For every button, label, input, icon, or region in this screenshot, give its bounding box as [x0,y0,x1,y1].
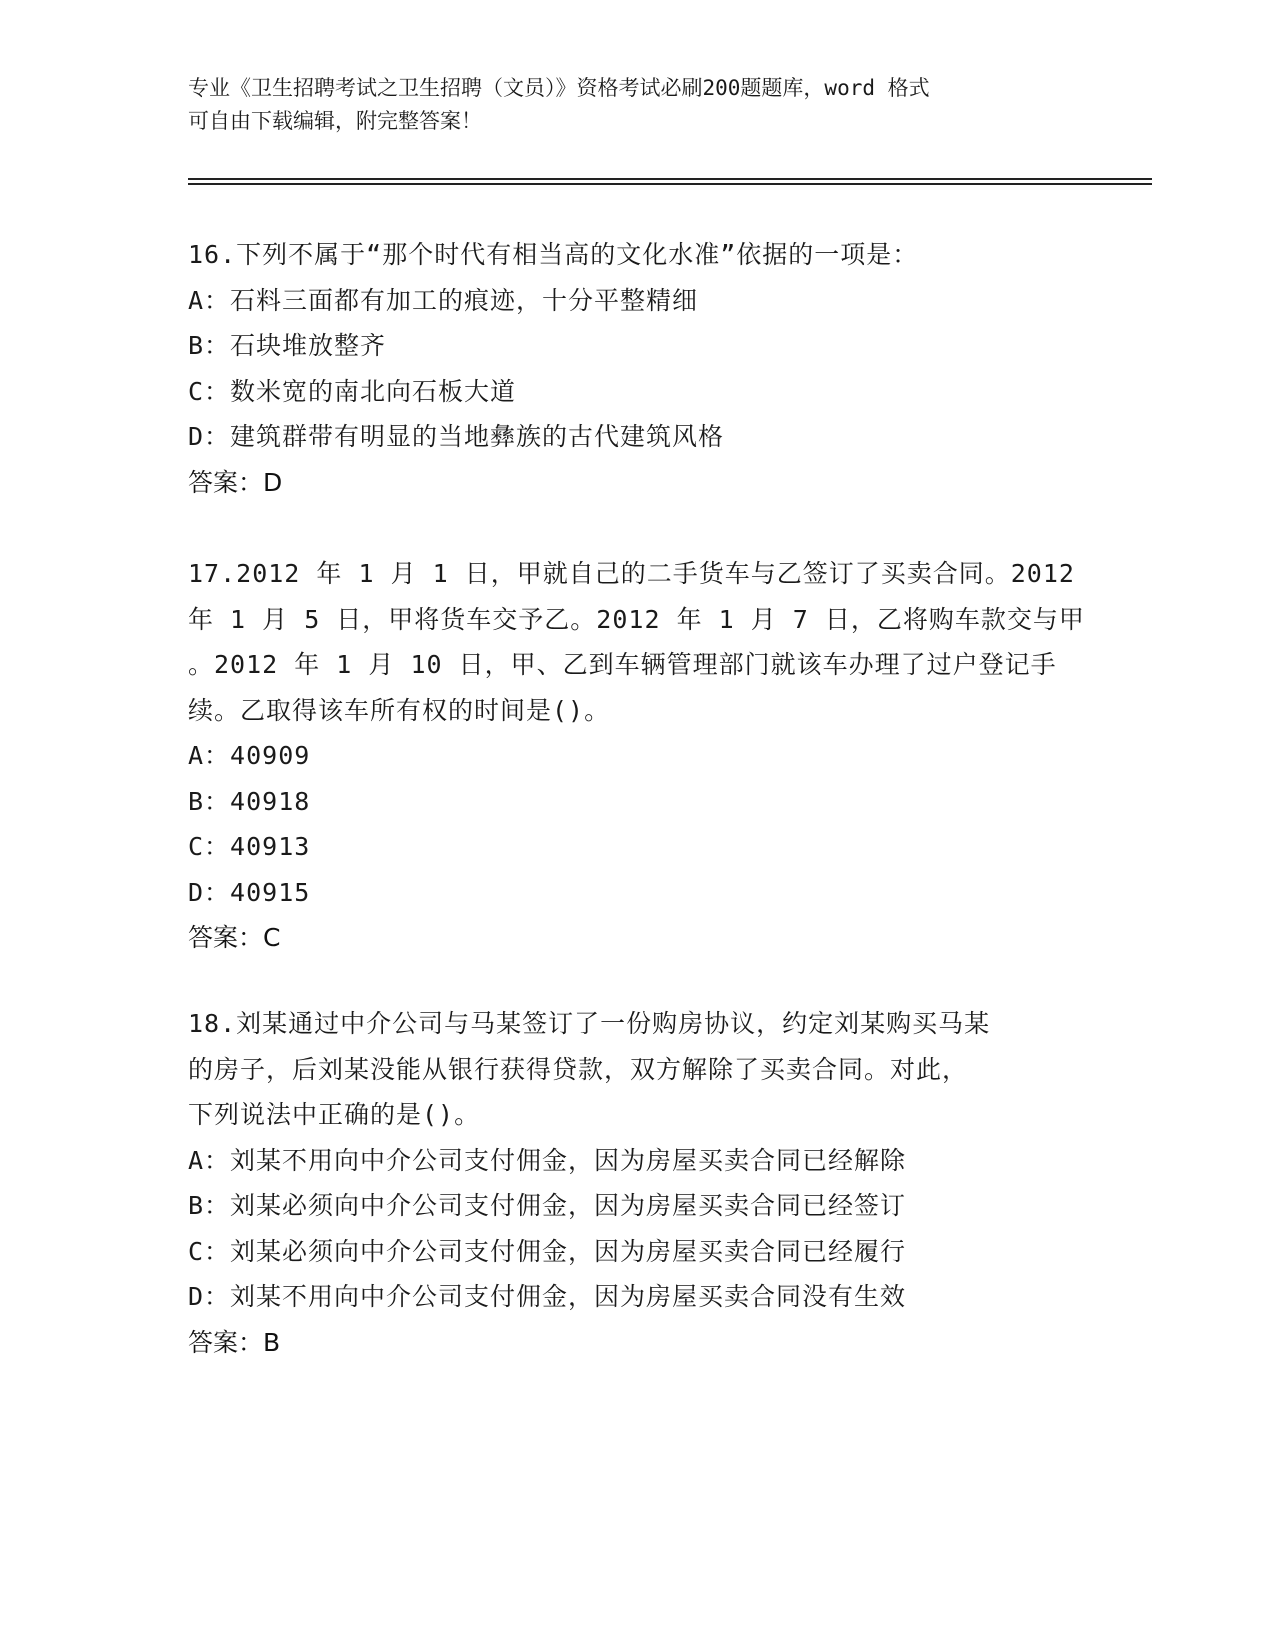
answer-line: 答案：C [188,923,281,952]
option-c: C：40913 [188,832,311,861]
header-line-2: 可自由下载编辑，附完整答案！ [188,109,482,133]
question-stem-line: 的房子，后刘某没能从银行获得贷款，双方解除了买卖合同。对此， [188,1054,969,1084]
question-stem: 16.下列不属于“那个时代有相当高的文化水准”依据的一项是： [188,240,919,269]
option-d: D：建筑群带有明显的当地彝族的古代建筑风格 [188,422,725,451]
question-stem-line: 下列说法中正确的是()。 [188,1100,481,1129]
header-divider-bottom [188,183,1152,185]
question-stem-line: 续。乙取得该车所有权的时间是()。 [188,695,611,725]
option-d: D：40915 [188,877,311,907]
header-line-1: 专业《卫生招聘考试之卫生招聘（文员）》资格考试必刷200题题库，word 格式 [188,76,930,100]
option-d: D：刘某不用向中介公司支付佣金，因为房屋买卖合同没有生效 [188,1282,907,1311]
option-c: C：数米宽的南北向石板大道 [188,376,517,406]
question-16 [188,232,1088,505]
option-b: B：石块堆放整齐 [188,331,387,360]
option-c: C：刘某必须向中介公司支付佣金，因为房屋买卖合同已经履行 [188,1236,907,1266]
question-17 [188,551,1088,961]
document-header [188,72,1088,138]
question-stem-line: 17.2012 年 1 月 1 日，甲就自己的二手货车与乙签订了买卖合同。2012 [188,559,1075,588]
option-a: A：石料三面都有加工的痕迹，十分平整精细 [188,285,699,315]
option-a: A：40909 [188,741,311,770]
question-stem-line: 年 1 月 5 日，甲将货车交予乙。2012 年 1 月 7 日，乙将购车款交与甲 [188,604,1085,634]
answer-line: 答案：B [188,1327,281,1357]
option-b: B：刘某必须向中介公司支付佣金，因为房屋买卖合同已经签订 [188,1191,907,1220]
question-stem-line: 18.刘某通过中介公司与马某签订了一份购房协议，约定刘某购买马某 [188,1009,991,1038]
question-18 [188,1001,1088,1365]
question-stem-line: 。2012 年 1 月 10 日，甲、乙到车辆管理部门就该车办理了过户登记手 [188,650,1057,679]
option-a: A：刘某不用向中介公司支付佣金，因为房屋买卖合同已经解除 [188,1145,907,1175]
option-b: B：40918 [188,786,311,816]
answer-line: 答案：D [188,467,283,497]
header-divider-top [188,178,1152,180]
